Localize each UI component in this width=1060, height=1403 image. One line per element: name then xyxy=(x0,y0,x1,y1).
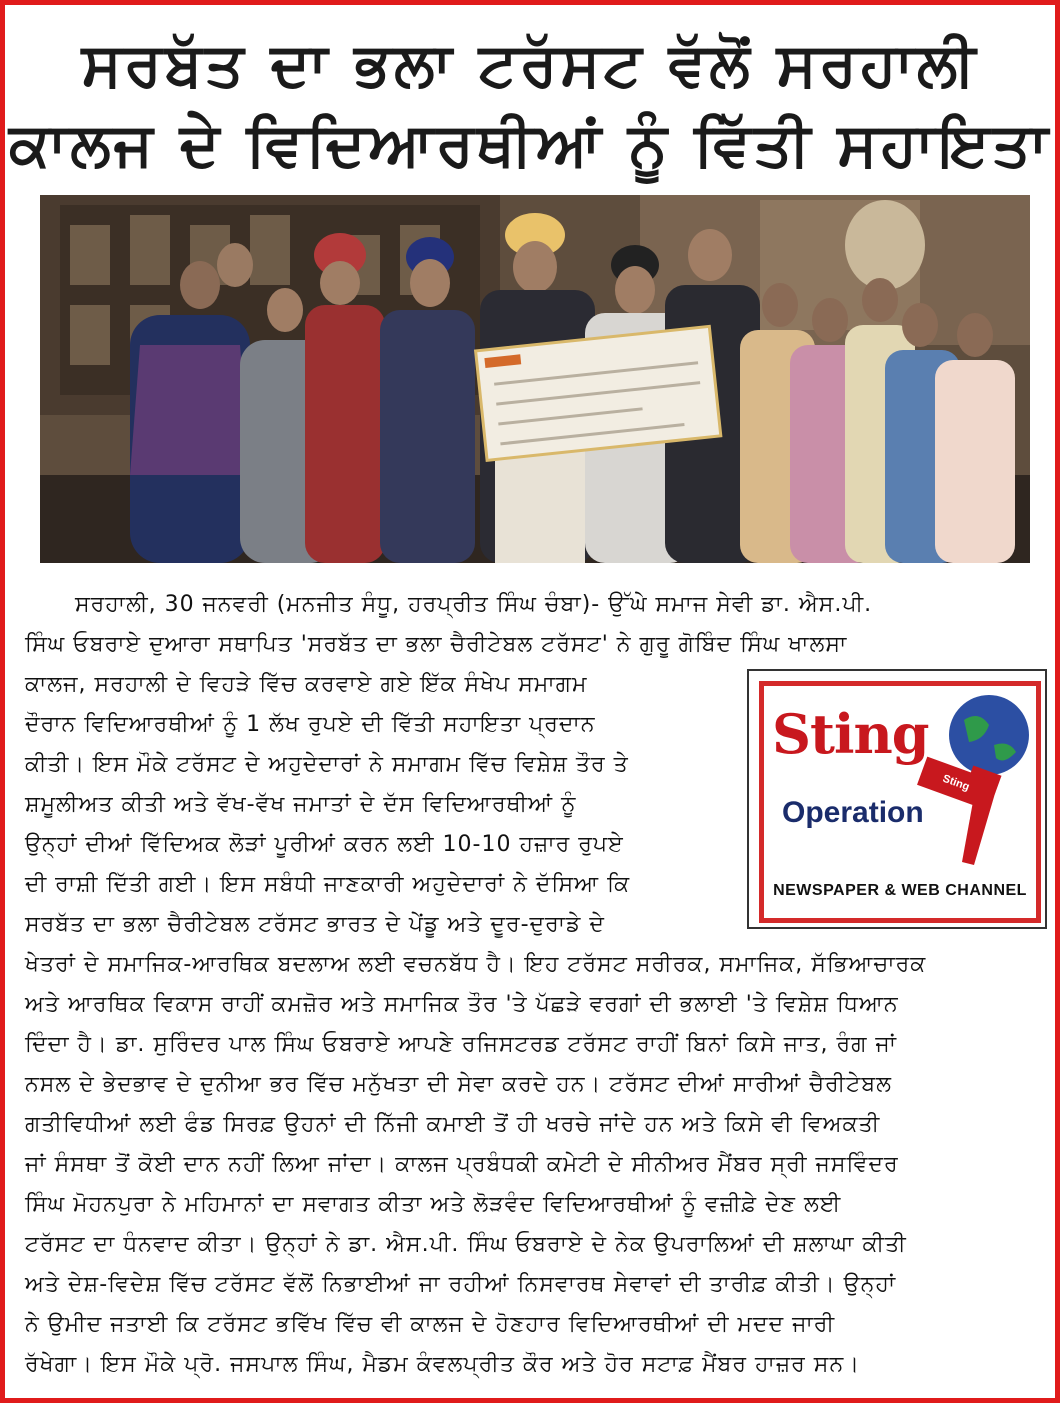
article-line: ਰੱਖੇਗਾ। ਇਸ ਮੌਕੇ ਪ੍ਰੋ. ਜਸਪਾਲ ਸਿੰਘ, ਮੈਡਮ ਕੰਵਲਪ੍ਰੀਤ ਕੌਰ ਅਤੇ ਹੋਰ ਸਟਾਫ਼ ਮੈਂਬਰ ਹਾਜ਼ਰ ਸਨ। xyxy=(25,1352,861,1377)
event-photo xyxy=(40,195,1030,563)
article-line: ਗਤੀਵਿਧੀਆਂ ਲਈ ਫੰਡ ਸਿਰਫ਼ ਉਹਨਾਂ ਦੀ ਨਿੱਜੀ ਕਮਾਈ ਤੋਂ ਹੀ ਖਰਚੇ ਜਾਂਦੇ ਹਨ ਅਤੇ ਕਿਸੇ ਵੀ ਵਿਅਕਤੀ xyxy=(25,1112,881,1137)
article-line: ਅਤੇ ਆਰਥਿਕ ਵਿਕਾਸ ਰਾਹੀਂ ਕਮਜ਼ੋਰ ਅਤੇ ਸਮਾਜਿਕ ਤੌਰ 'ਤੇ ਪੱਛੜੇ ਵਰਗਾਂ ਦੀ ਭਲਾਈ 'ਤੇ ਵਿਸ਼ੇਸ਼ ਧਿਆਨ xyxy=(25,992,899,1017)
logo-sting-text: Sting xyxy=(772,702,929,766)
logo-badge: Sting Operation xyxy=(917,757,995,810)
article-line: ਖੇਤਰਾਂ ਦੇ ਸਮਾਜਿਕ-ਆਰਥਿਕ ਬਦਲਾਅ ਲਈ ਵਚਨਬੱਧ ਹੈ। ਇਹ ਟਰੱਸਟ ਸਰੀਰਕ, ਸਮਾਜਿਕ, ਸੱਭਿਆਚਾਰਕ xyxy=(25,952,927,977)
article-line: ਕੀਤੀ। ਇਸ ਮੌਕੇ ਟਰੱਸਟ ਦੇ ਅਹੁਦੇਦਾਰਾਂ ਨੇ ਸਮਾਗਮ ਵਿੱਚ ਵਿਸ਼ੇਸ਼ ਤੌਰ ਤੇ xyxy=(25,752,629,777)
article-line: ਸਿੰਘ ਮੋਹਨਪੁਰਾ ਨੇ ਮਹਿਮਾਨਾਂ ਦਾ ਸਵਾਗਤ ਕੀਤਾ ਅਤੇ ਲੋੜਵੰਦ ਵਿਦਿਆਰਥੀਆਂ ਨੂੰ ਵਜ਼ੀਫ਼ੇ ਦੇਣ ਲਈ xyxy=(25,1192,842,1217)
article-line: ਅਤੇ ਦੇਸ਼-ਵਿਦੇਸ਼ ਵਿੱਚ ਟਰੱਸਟ ਵੱਲੋਂ ਨਿਭਾਈਆਂ ਜਾ ਰਹੀਆਂ ਨਿਸਵਾਰਥ ਸੇਵਾਵਾਂ ਦੀ ਤਾਰੀਫ਼ ਕੀਤੀ। ਉਨ੍ਹਾਂ xyxy=(25,1272,897,1297)
article-line: ਸਰਹਾਲੀ, 30 ਜਨਵਰੀ (ਮਨਜੀਤ ਸੰਧੂ, ਹਰਪ੍ਰੀਤ ਸਿੰਘ ਚੰਬਾ)- ਉੱਘੇ ਸਮਾਜ ਸੇਵੀ ਡਾ. ਐਸ.ਪੀ. xyxy=(75,592,873,617)
headline-line-2: ਕਾਲਜ ਦੇ ਵਿਦਿਆਰਥੀਆਂ ਨੂੰ ਵਿੱਤੀ ਸਹਾਇਤਾ xyxy=(9,110,1051,180)
logo-operation-text: Operation xyxy=(782,796,924,829)
article-line: ਦਿੰਦਾ ਹੈ। ਡਾ. ਸੁਰਿੰਦਰ ਪਾਲ ਸਿੰਘ ਓਬਰਾਏ ਆਪਣੇ ਰਜਿਸਟਰਡ ਟਰੱਸਟ ਰਾਹੀਂ ਬਿਨਾਂ ਕਿਸੇ ਜਾਤ, ਰੰਗ ਜਾਂ xyxy=(25,1032,897,1057)
logo-subtitle: NEWSPAPER & WEB CHANNEL xyxy=(773,882,1027,899)
article-line: ਸਿੰਘ ਓਬਰਾਏ ਦੁਆਰਾ ਸਥਾਪਿਤ 'ਸਰਬੱਤ ਦਾ ਭਲਾ ਚੈਰੀਟੇਬਲ ਟਰੱਸਟ' ਨੇ ਗੁਰੂ ਗੋਬਿੰਦ ਸਿੰਘ ਖਾਲਸਾ xyxy=(25,632,848,657)
article-line: ਦੀ ਰਾਸ਼ੀ ਦਿੱਤੀ ਗਈ। ਇਸ ਸਬੰਧੀ ਜਾਣਕਾਰੀ ਅਹੁਦੇਦਾਰਾਂ ਨੇ ਦੱਸਿਆ ਕਿ xyxy=(25,872,631,897)
article-line: ਜਾਂ ਸੰਸਥਾ ਤੋਂ ਕੋਈ ਦਾਨ ਨਹੀਂ ਲਿਆ ਜਾਂਦਾ। ਕਾਲਜ ਪ੍ਰਬੰਧਕੀ ਕਮੇਟੀ ਦੇ ਸੀਨੀਅਰ ਮੈਂਬਰ ਸ੍ਰੀ ਜਸਵਿੰਦਰ xyxy=(25,1152,899,1177)
article-line: ਨਸਲ ਦੇ ਭੇਦਭਾਵ ਦੇ ਦੁਨੀਆ ਭਰ ਵਿੱਚ ਮਨੁੱਖਤਾ ਦੀ ਸੇਵਾ ਕਰਦੇ ਹਨ। ਟਰੱਸਟ ਦੀਆਂ ਸਾਰੀਆਂ ਚੈਰੀਟੇਬਲ xyxy=(25,1072,893,1097)
article-line: ਦੌਰਾਨ ਵਿਦਿਆਰਥੀਆਂ ਨੂੰ 1 ਲੱਖ ਰੁਪਏ ਦੀ ਵਿੱਤੀ ਸਹਾਇਤਾ ਪ੍ਰਦਾਨ xyxy=(25,712,596,737)
headline-line-1: ਸਰਬੱਤ ਦਾ ਭਲਾ ਟਰੱਸਟ ਵੱਲੋਂ ਸਰਹਾਲੀ xyxy=(81,30,979,100)
article-line: ਸ਼ਮੂਲੀਅਤ ਕੀਤੀ ਅਤੇ ਵੱਖ-ਵੱਖ ਜਮਾਤਾਂ ਦੇ ਦੱਸ ਵਿਦਿਆਰਥੀਆਂ ਨੂੰ xyxy=(25,792,577,817)
sting-operation-logo xyxy=(747,669,1047,929)
article-line: ਉਨ੍ਹਾਂ ਦੀਆਂ ਵਿੱਦਿਅਕ ਲੋੜਾਂ ਪੂਰੀਆਂ ਕਰਨ ਲਈ 10-10 ਹਜ਼ਾਰ ਰੁਪਏ xyxy=(25,832,624,857)
article-line: ਨੇ ਉਮੀਦ ਜਤਾਈ ਕਿ ਟਰੱਸਟ ਭਵਿੱਖ ਵਿੱਚ ਵੀ ਕਾਲਜ ਦੇ ਹੋਣਹਾਰ ਵਿਦਿਆਰਥੀਆਂ ਦੀ ਮਦਦ ਜਾਰੀ xyxy=(25,1312,836,1337)
article-line: ਕਾਲਜ, ਸਰਹਾਲੀ ਦੇ ਵਿਹੜੇ ਵਿੱਚ ਕਰਵਾਏ ਗਏ ਇੱਕ ਸੰਖੇਪ ਸਮਾਗਮ xyxy=(25,672,588,697)
article-line: ਸਰਬੱਤ ਦਾ ਭਲਾ ਚੈਰੀਟੇਬਲ ਟਰੱਸਟ ਭਾਰਤ ਦੇ ਪੇਂਡੂ ਅਤੇ ਦੂਰ-ਦੁਰਾਡੇ ਦੇ xyxy=(25,912,605,937)
article-line: ਟਰੱਸਟ ਦਾ ਧੰਨਵਾਦ ਕੀਤਾ। ਉਨ੍ਹਾਂ ਨੇ ਡਾ. ਐਸ.ਪੀ. ਸਿੰਘ ਓਬਰਾਏ ਦੇ ਨੇਕ ਉਪਰਾਲਿਆਂ ਦੀ ਸ਼ਲਾਘਾ ਕੀਤੀ xyxy=(25,1232,907,1257)
